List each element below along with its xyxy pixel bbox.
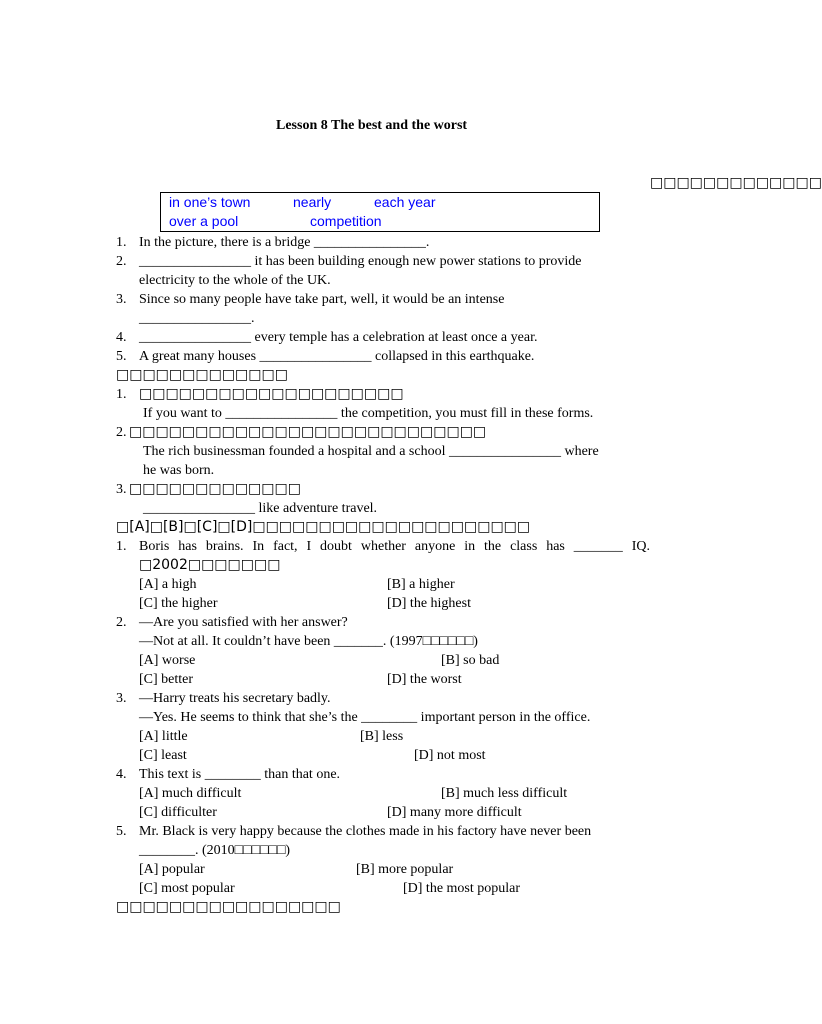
- translate-prompt: □□□□□□□□□□□□□□□□□□□□: [139, 386, 404, 402]
- mc-option-b: [B] much less difficult: [441, 786, 568, 801]
- section4-heading: □□□□□□□□□□□□□□□□□: [116, 899, 341, 915]
- mc-option-b: [B] so bad: [441, 653, 500, 668]
- mc-option-d: [D] many more difficult: [387, 805, 522, 820]
- mc-question: —Harry treats his secretary badly.: [139, 691, 331, 706]
- mc-option-c: [C] least: [139, 748, 187, 763]
- fill-in-sentence: Since so many people have take part, well, it would be an intense: [139, 292, 505, 307]
- fill-in-number: 3.: [116, 292, 127, 307]
- fill-in-sentence-cont: ________________.: [139, 311, 255, 326]
- mc-option-a: [A] little: [139, 729, 188, 744]
- mc-option-d: [D] the worst: [387, 672, 462, 687]
- fill-in-sentence: A great many houses ________________ collapsed in this earthquake.: [139, 349, 535, 364]
- fill-in-sentence-cont: electricity to the whole of the UK.: [139, 273, 331, 288]
- translate-answer: If you want to ________________ the competition, you must fill in these forms.: [143, 406, 594, 421]
- fill-in-number: 5.: [116, 349, 127, 364]
- mc-option-a: [A] much difficult: [139, 786, 242, 801]
- translate-answer: ________________ like adventure travel.: [143, 501, 378, 516]
- fill-in-number: 1.: [116, 235, 127, 250]
- mc-number: 4.: [116, 767, 127, 782]
- translate-answer: The rich businessman founded a hospital and a school ________________ where: [143, 444, 599, 459]
- mc-option-a: [A] worse: [139, 653, 196, 668]
- mc-question-cont: —Not at all. It couldn’t have been _______. (1997□□□□□□): [139, 634, 478, 649]
- mc-option-b: [B] a higher: [387, 577, 455, 592]
- section3-heading: □[A]□[B]□[C]□[D]□□□□□□□□□□□□□□□□□□□□□: [116, 519, 531, 535]
- fill-in-sentence: In the picture, there is a bridge ________________.: [139, 235, 430, 250]
- section1-heading: □□□□□□□□□□□□□: [650, 175, 822, 191]
- mc-question-cont: □2002□□□□□□□: [139, 557, 281, 573]
- mc-option-b: [B] less: [360, 729, 404, 744]
- mc-question: This text is ________ than that one.: [139, 767, 341, 782]
- mc-option-b: [B] more popular: [356, 862, 454, 877]
- fill-in-sentence: ________________ every temple has a celebration at least once a year.: [139, 330, 538, 345]
- mc-number: 5.: [116, 824, 127, 839]
- section2-heading: □□□□□□□□□□□□□: [116, 367, 288, 383]
- mc-question-cont: —Yes. He seems to think that she’s the ________ important person in the office.: [139, 710, 591, 725]
- translate-prompt: □□□□□□□□□□□□□□□□□□□□□□□□□□□: [129, 424, 487, 440]
- mc-option-a: [A] popular: [139, 862, 205, 877]
- fill-in-sentence: ________________ it has been building enough new power stations to provide: [139, 254, 582, 269]
- word-box-item: competition: [310, 213, 382, 229]
- translate-number: 2.: [116, 425, 127, 440]
- mc-option-c: [C] most popular: [139, 881, 235, 896]
- page-title: Lesson 8 The best and the worst: [276, 118, 468, 133]
- translate-prompt: □□□□□□□□□□□□□: [129, 481, 301, 497]
- word-box-item: over a pool: [169, 213, 239, 229]
- mc-question: —Are you satisfied with her answer?: [139, 615, 348, 630]
- translate-answer-cont: he was born.: [143, 463, 215, 478]
- mc-number: 1.: [116, 539, 127, 554]
- mc-number: 3.: [116, 691, 127, 706]
- fill-in-number: 2.: [116, 254, 127, 269]
- word-box-item: each year: [374, 194, 436, 210]
- mc-question: Mr. Black is very happy because the clothes made in his factory have never been: [139, 824, 592, 839]
- mc-option-d: [D] the most popular: [403, 881, 521, 896]
- word-box-item: nearly: [293, 194, 332, 210]
- mc-option-d: [D] the highest: [387, 596, 471, 611]
- mc-option-c: [C] the higher: [139, 596, 218, 611]
- mc-option-c: [C] difficulter: [139, 805, 217, 820]
- word-box-item: in one’s town: [169, 194, 251, 210]
- mc-option-a: [A] a high: [139, 577, 197, 592]
- translate-number: 3.: [116, 482, 127, 497]
- mc-option-d: [D] not most: [414, 748, 486, 763]
- fill-in-number: 4.: [116, 330, 127, 345]
- translate-number: 1.: [116, 387, 127, 402]
- mc-question-cont: ________. (2010□□□□□□): [139, 843, 291, 858]
- mc-option-c: [C] better: [139, 672, 194, 687]
- mc-number: 2.: [116, 615, 127, 630]
- mc-question: Boris has brains. In fact, I doubt whether anyone in the class has _______ IQ.: [139, 539, 650, 554]
